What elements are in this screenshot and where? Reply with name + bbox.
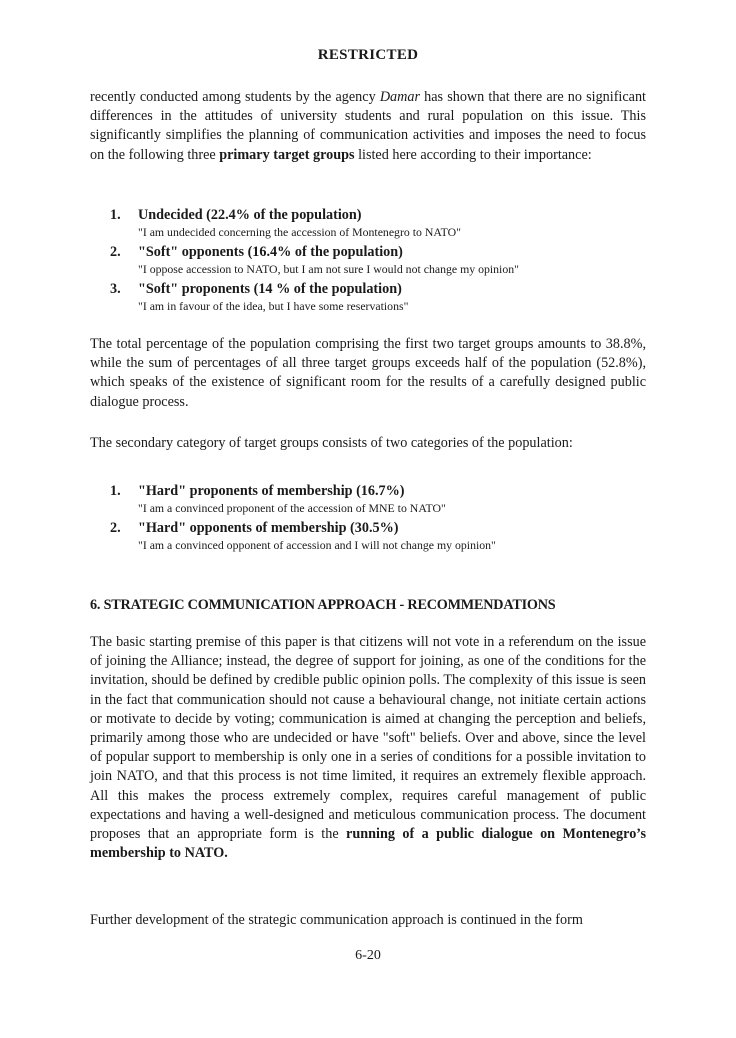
premise-paragraph [90, 633, 646, 863]
intro-paragraph [90, 88, 646, 165]
secondary-intro-paragraph [90, 434, 646, 453]
public-dialogue-term: running of a public dialogue on Montenegro’s membership to NATO. [90, 826, 647, 862]
list-item [110, 280, 630, 315]
list-item-number: 1. [110, 207, 121, 223]
list-item [110, 482, 630, 517]
list-item-quote: "I oppose accession to NATO, but I am not sure I would not change my opinion" [138, 262, 519, 276]
closing-text: Further development of the strategic communication approach is continued in the form [90, 912, 583, 928]
list-item-quote: "I am undecided concerning the accession of Montenegro to NATO" [138, 225, 461, 239]
page-number: 6-20 [355, 948, 381, 963]
list-item [110, 206, 630, 241]
section-heading: 6. STRATEGIC COMMUNICATION APPROACH - RECOMMENDATIONS [90, 597, 556, 613]
list-item-title: Undecided (22.4% of the population) [138, 207, 362, 223]
list-item-number: 2. [110, 520, 121, 536]
percentage-text: The total percentage of the population comprising the first two target groups amounts to 38.8%, while the sum of percentages of all three target groups exceeds half of the population (52.8%), which speaks of the existence of significant room for the results of a carefully designed public dialogue process. [90, 336, 646, 410]
list-item-quote: "I am a convinced proponent of the accession of MNE to NATO" [138, 501, 446, 515]
classification-header: RESTRICTED [317, 47, 419, 63]
list-item-title: "Hard" opponents of membership (30.5%) [138, 520, 399, 536]
list-item [110, 519, 630, 554]
premise-text: The basic starting premise of this paper is that citizens will not vote in a referendum on the issue of joining the Alliance; instead, the degree of support for joining, as one of the conditions for the invitation, should be defined by credible public opinion polls. The complexity of this issue is seen in the fact that communication should not cause a behavioural change, not initiate certain actions or motivate to decide by voting; communication is aimed at changing the perception and beliefs, primarily among those who are undecided or have "soft" beliefs. Over and above, since the level of popular support to membership is only one in a series of conditions for a possible invitation to join NATO, and that this process is not time limited, it requires an extremely flexible approach. All this makes the process extremely complex, requires careful management of public expectations and having a well-designed and meticulous communication process. The document proposes that an appropriate form is the [90, 634, 646, 843]
intro-text-end: listed here according to their importance: [354, 146, 592, 163]
primary-target-groups-term: primary target groups [219, 146, 355, 163]
percentage-paragraph [90, 335, 646, 412]
intro-text-start: recently conducted among students by the agency [90, 89, 380, 105]
list-item [110, 243, 630, 278]
list-item-quote: "I am in favour of the idea, but I have some reservations" [138, 299, 409, 313]
primary-groups-list [110, 206, 630, 317]
secondary-intro-text: The secondary category of target groups consists of two categories of the population: [90, 435, 573, 451]
list-item-number: 1. [110, 483, 121, 499]
secondary-groups-list [110, 482, 630, 556]
list-item-title: "Soft" proponents (14 % of the population) [138, 281, 402, 297]
list-item-number: 3. [110, 281, 121, 297]
intro-text-middle: has shown that there are no significant differences in the attitudes of university students and rural population on this issue. This significantly simplifies the planning of communication activities and imposes the need to focus on the following three [90, 89, 646, 163]
agency-name: Damar [379, 89, 421, 105]
list-item-quote: "I am a convinced opponent of accession and I will not change my opinion" [138, 538, 496, 552]
list-item-title: "Hard" proponents of membership (16.7%) [138, 483, 405, 499]
list-item-title: "Soft" opponents (16.4% of the population) [138, 244, 403, 260]
list-item-number: 2. [110, 244, 121, 260]
closing-paragraph [90, 911, 646, 930]
